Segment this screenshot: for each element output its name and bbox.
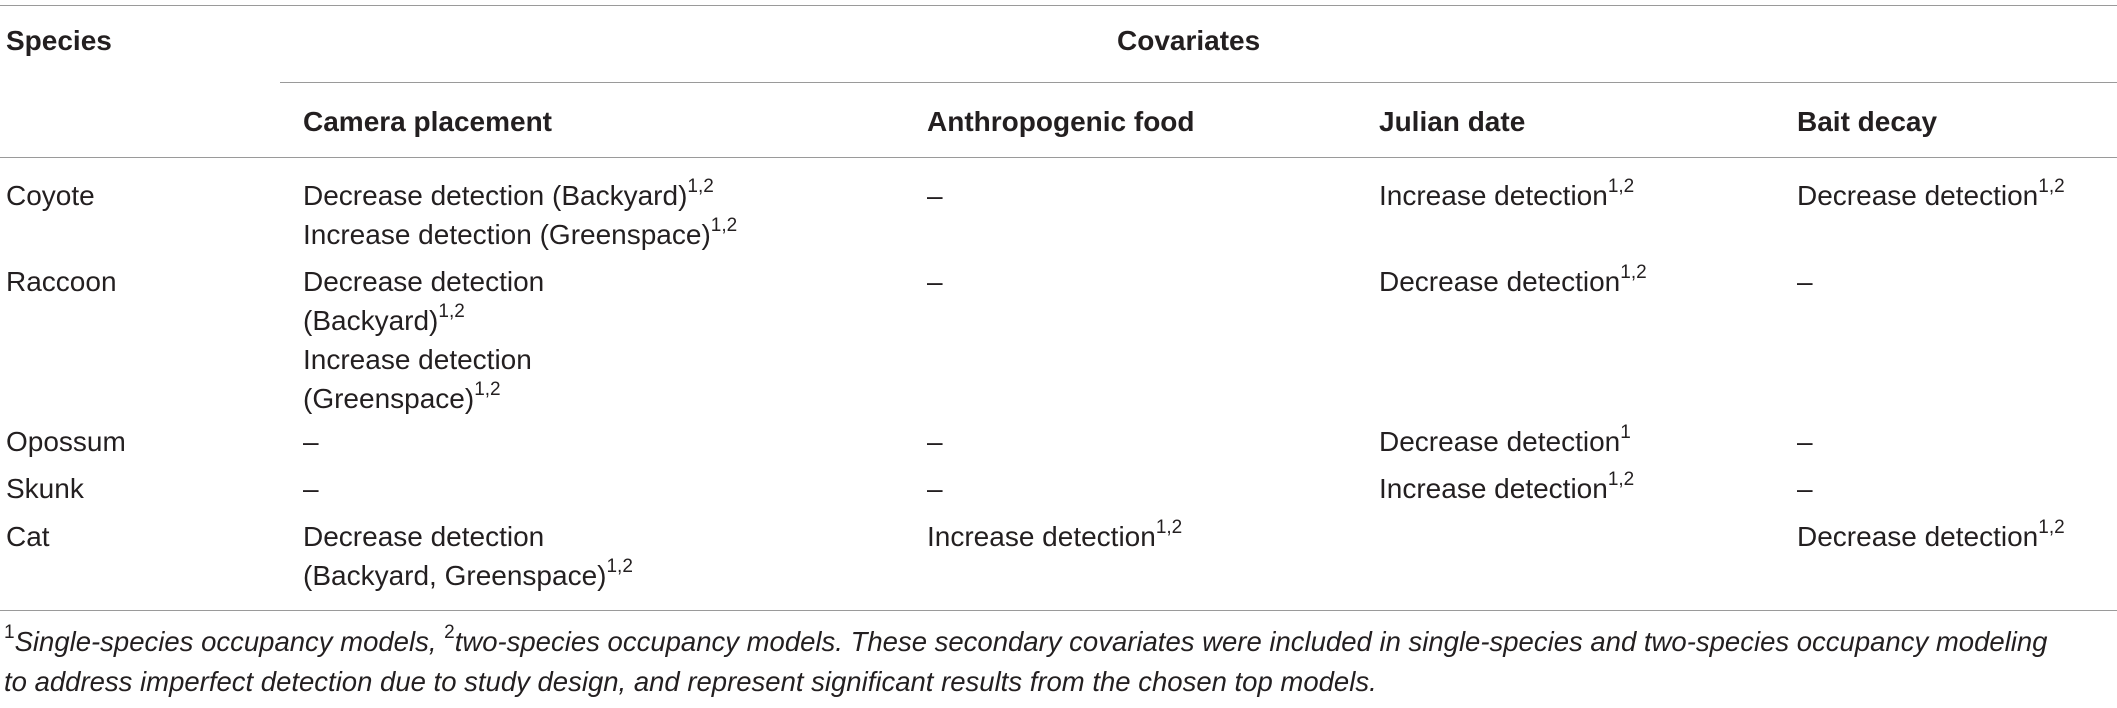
- cell-text: Decrease detection: [1379, 266, 1621, 297]
- cell-text: (Backyard): [303, 305, 439, 336]
- food-cell: [927, 469, 943, 508]
- cell-line: [303, 517, 633, 556]
- footnote-mark-2: 2: [444, 621, 455, 643]
- covariates-span-rule: [280, 82, 2117, 83]
- species-header: Species: [6, 25, 112, 56]
- bait-cell: [1797, 422, 1813, 461]
- footnote-ref: 1,2: [474, 378, 501, 400]
- cell-line: [1379, 262, 1647, 301]
- cell-line: [303, 340, 544, 379]
- footnote-ref: 1,2: [710, 214, 738, 236]
- cell-line: [1379, 176, 1634, 215]
- footnote-ref: 1,2: [1620, 261, 1647, 283]
- camera-cell: [303, 262, 544, 418]
- species-cell: Opossum: [6, 426, 126, 457]
- footnote-text-1: Single-species occupancy models,: [14, 626, 445, 657]
- header-bottom-rule: [0, 157, 2117, 158]
- footnote-line-2: to address imperfect detection due to study design, and represent significant results from the chosen top models.: [4, 666, 1377, 697]
- cell-text: Decrease detection: [303, 266, 545, 297]
- cell-line: [927, 262, 943, 301]
- cell-text: –: [927, 426, 943, 457]
- cell-line: [303, 262, 544, 301]
- cell-line: [927, 422, 943, 461]
- anthropogenic-food-header: Anthropogenic food: [927, 106, 1195, 137]
- cell-text: –: [927, 266, 943, 297]
- cell-line: [303, 556, 633, 595]
- footnote-line-1: [4, 622, 2114, 662]
- cell-line: [1797, 469, 1813, 508]
- cell-line: [1379, 469, 1634, 508]
- food-cell: [927, 422, 943, 461]
- table-footnote: [4, 622, 2114, 702]
- footnote-ref: 1,2: [2038, 175, 2065, 197]
- cell-line: [303, 301, 544, 340]
- cell-line: [303, 176, 737, 215]
- footnote-mark-1: 1: [4, 621, 15, 643]
- footnote-ref: 1,2: [438, 300, 465, 322]
- cell-text: Increase detection (Greenspace): [303, 219, 711, 250]
- bait-cell: [1797, 469, 1813, 508]
- cell-text: Decrease detection: [1379, 426, 1621, 457]
- cell-text: –: [927, 473, 943, 504]
- table-bottom-rule: [0, 610, 2117, 611]
- species-cell: Skunk: [6, 473, 84, 504]
- bait-cell: [1797, 262, 1813, 301]
- footnote-ref: 1,2: [606, 555, 633, 577]
- cell-text: Decrease detection (Backyard): [303, 180, 688, 211]
- cell-line: [1379, 422, 1631, 461]
- cell-text: Increase detection: [1379, 180, 1608, 211]
- julian-date-header: Julian date: [1379, 106, 1526, 137]
- food-cell: [927, 262, 943, 301]
- species-cell: Raccoon: [6, 266, 117, 297]
- bait-cell: [1797, 517, 2065, 556]
- footnote-ref: 1,2: [1155, 516, 1183, 538]
- footnote-ref: 1: [1620, 421, 1631, 443]
- bait-decay-header: Bait decay: [1797, 106, 1938, 137]
- cell-line: [303, 215, 737, 254]
- cell-line: [1797, 262, 1813, 301]
- footnote-text-2: two-species occupancy models. These secondary covariates were included in single-species and two-species occupancy modeling: [454, 626, 2048, 657]
- camera-cell: [303, 176, 737, 254]
- cell-text: Decrease detection: [1797, 180, 2039, 211]
- camera-cell: [303, 469, 319, 508]
- camera-cell: [303, 517, 633, 595]
- cell-text: Decrease detection: [1797, 521, 2039, 552]
- cell-text: Increase detection: [927, 521, 1156, 552]
- cell-line: [303, 469, 319, 508]
- cell-line: [1797, 422, 1813, 461]
- cell-line: [927, 517, 1182, 556]
- julian-cell: [1379, 176, 1634, 215]
- cell-line: [1797, 176, 2065, 215]
- species-cell: Cat: [6, 521, 50, 552]
- cell-text: (Backyard, Greenspace): [303, 560, 607, 591]
- camera-placement-header: Camera placement: [303, 106, 553, 137]
- cell-text: Decrease detection: [303, 521, 545, 552]
- footnote-ref: 1,2: [1607, 175, 1635, 197]
- camera-cell: [303, 422, 319, 461]
- cell-line: [1797, 517, 2065, 556]
- julian-cell: [1379, 469, 1634, 508]
- cell-text: –: [1797, 473, 1813, 504]
- footnote-ref: 1,2: [2038, 516, 2065, 538]
- table-top-rule: [0, 5, 2117, 6]
- julian-cell: [1379, 422, 1631, 461]
- cell-text: –: [1797, 266, 1813, 297]
- cell-line: [303, 422, 319, 461]
- cell-text: –: [927, 180, 943, 211]
- bait-cell: [1797, 176, 2065, 215]
- cell-text: –: [1797, 426, 1813, 457]
- footnote-ref: 1,2: [687, 175, 714, 197]
- cell-text: –: [303, 426, 319, 457]
- food-cell: [927, 517, 1182, 556]
- cell-text: Increase detection: [1379, 473, 1608, 504]
- cell-text: –: [303, 473, 319, 504]
- cell-text: Increase detection: [303, 344, 532, 375]
- cell-line: [927, 176, 943, 215]
- food-cell: [927, 176, 943, 215]
- species-cell: Coyote: [6, 180, 95, 211]
- cell-line: [303, 379, 544, 418]
- julian-cell: [1379, 262, 1647, 301]
- cell-line: [927, 469, 943, 508]
- cell-text: (Greenspace): [303, 383, 475, 414]
- covariates-header: Covariates: [1117, 25, 1261, 56]
- footnote-ref: 1,2: [1607, 468, 1635, 490]
